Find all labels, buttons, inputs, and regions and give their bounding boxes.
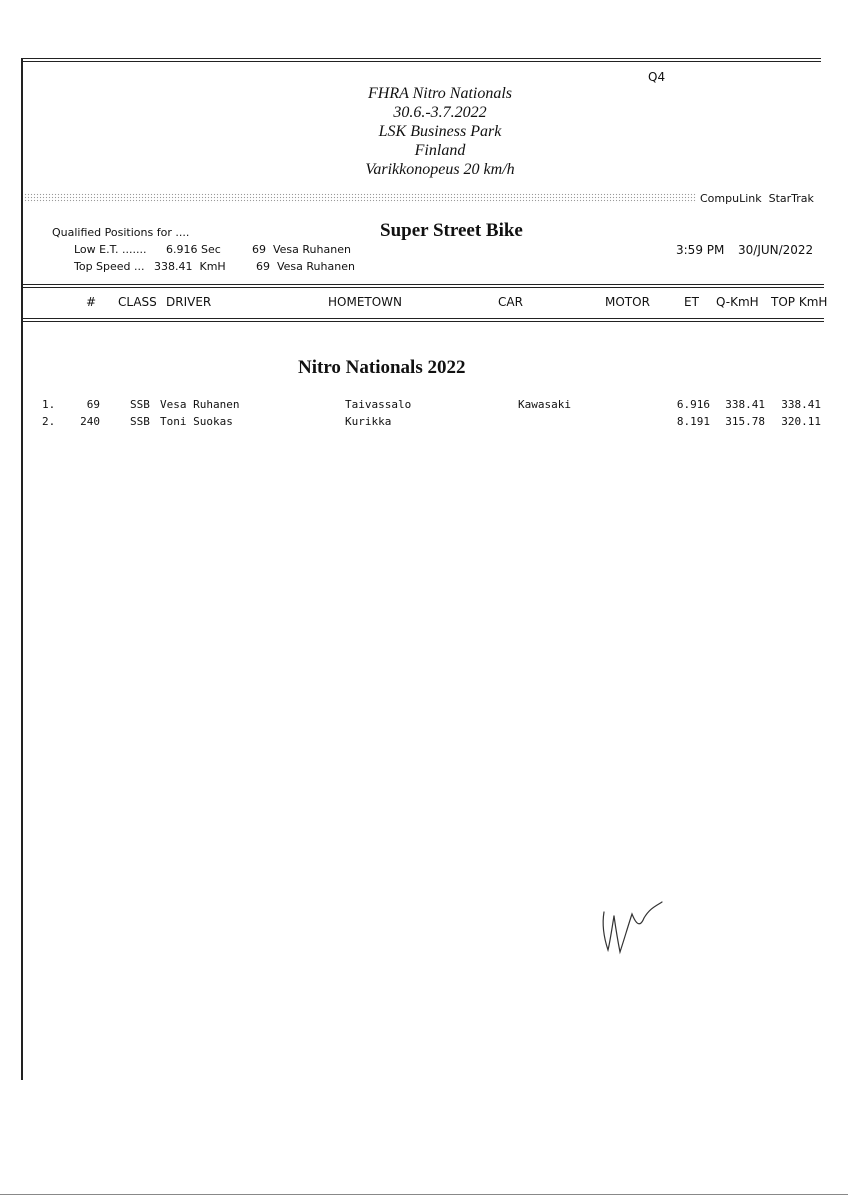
table-row (0, 398, 848, 414)
row-qkmh: 315.78 (725, 415, 765, 428)
row-pos: 1. (42, 398, 56, 411)
row-et: 6.916 (676, 398, 710, 411)
col-car: CAR (498, 295, 523, 309)
col-driver: DRIVER (166, 295, 212, 309)
event-header (300, 84, 580, 179)
signature (596, 898, 676, 962)
col-hometown: HOMETOWN (328, 295, 403, 309)
class-title: Super Street Bike (380, 220, 523, 241)
row-et: 8.191 (676, 415, 710, 428)
header-divider-bottom-inner (21, 321, 824, 322)
header-divider-top-inner (21, 287, 824, 288)
top-speed-holder: 69 Vesa Ruhanen (256, 260, 355, 273)
col-num: # (86, 295, 97, 309)
top-speed-label: Top Speed ... (74, 260, 145, 273)
col-topkmh: TOP KmH (771, 295, 828, 309)
row-hometown: Taivassalo (345, 398, 412, 411)
row-num: 240 (80, 415, 100, 428)
low-et-value: 6.916 Sec (166, 243, 221, 256)
top-speed-value: 338.41 KmH (154, 260, 226, 273)
row-qkmh: 338.41 (725, 398, 765, 411)
event-dates: 30.6.-3.7.2022 (393, 104, 487, 121)
low-et-holder: 69 Vesa Ruhanen (252, 243, 351, 256)
row-class: SSB (130, 398, 150, 411)
top-border-inner (21, 61, 821, 62)
top-border (21, 58, 821, 59)
header-divider-bottom (21, 318, 824, 319)
table-row (0, 415, 848, 431)
row-pos: 2. (42, 415, 56, 428)
qualified-heading: Qualified Positions for .... (52, 226, 190, 239)
header-divider-top (21, 284, 824, 285)
dotted-band (24, 193, 696, 203)
section-title: Nitro Nationals 2022 (298, 357, 466, 378)
event-pit-speed: Varikkonopeus 20 km/h (365, 161, 515, 178)
col-qkmh: Q-KmH (716, 295, 759, 309)
row-topkmh: 338.41 (781, 398, 821, 411)
event-venue: LSK Business Park (378, 123, 502, 140)
page-bottom-line (0, 1194, 848, 1195)
row-topkmh: 320.11 (781, 415, 821, 428)
row-driver: Toni Suokas (160, 415, 233, 428)
col-et: ET (684, 295, 699, 309)
row-num: 69 (86, 398, 100, 411)
report-date: 30/JUN/2022 (738, 243, 814, 257)
low-et-label: Low E.T. ....... (74, 243, 147, 256)
event-country: Finland (414, 142, 466, 159)
col-motor: MOTOR (605, 295, 650, 309)
row-driver: Vesa Ruhanen (160, 398, 240, 411)
report-time: 3:59 PM (676, 243, 725, 257)
left-border (21, 58, 23, 1080)
row-hometown: Kurikka (345, 415, 392, 428)
row-class: SSB (130, 415, 150, 428)
system-label: CompuLink StarTrak (700, 192, 814, 205)
row-car: Kawasaki (518, 398, 571, 411)
page-code: Q4 (648, 70, 666, 84)
event-name: FHRA Nitro Nationals (367, 85, 512, 102)
col-class: CLASS (118, 295, 157, 309)
